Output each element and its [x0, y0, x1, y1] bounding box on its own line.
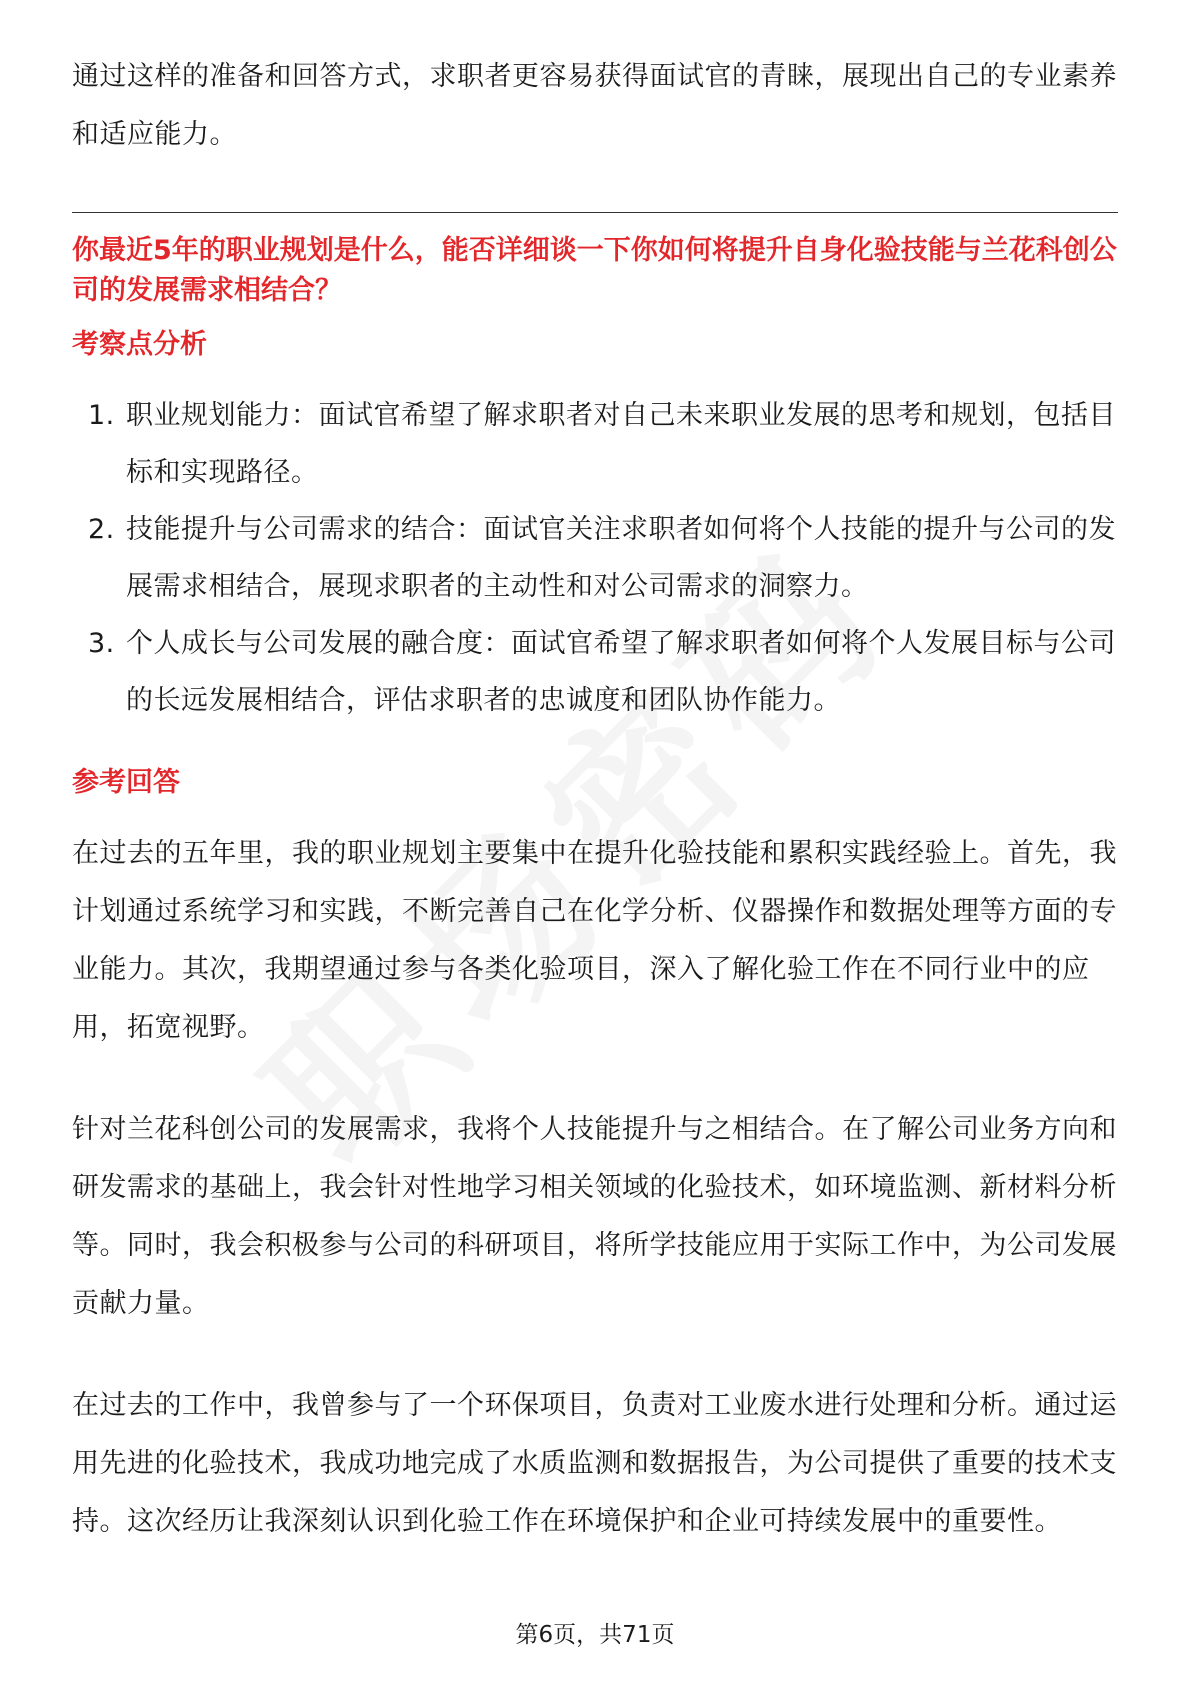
- analysis-item-text: 职业规划能力：面试官希望了解求职者对自己未来职业发展的思考和规划，包括目标和实现路径。: [126, 400, 1116, 488]
- answer-heading: 参考回答: [72, 767, 180, 798]
- question-heading: 你最近5年的职业规划是什么，能否详细谈一下你如何将提升自身化验技能与兰花科创公司的发展需求相结合？: [72, 235, 1117, 306]
- answer-paragraph: 在过去的五年里，我的职业规划主要集中在提升化验技能和累积实践经验上。首先，我计划通过系统学习和实践，不断完善自己在化学分析、仪器操作和数据处理等方面的专业能力。其次，我期望通过参与各类化验项目，深入了解化验工作在不同行业中的应用，拓宽视野。: [72, 838, 1117, 1043]
- analysis-heading: 考察点分析: [72, 329, 207, 360]
- list-number: 2.: [88, 514, 115, 545]
- page-content: [72, 48, 1118, 1595]
- list-number: 1.: [88, 400, 115, 431]
- answer-paragraph: 针对兰花科创公司的发展需求，我将个人技能提升与之相结合。在了解公司业务方向和研发需求的基础上，我会针对性地学习相关领域的化验技术，如环境监测、新材料分析等。同时，我会积极参与公司的科研项目，将所学技能应用于实际工作中，为公司发展贡献力量。: [72, 1114, 1117, 1319]
- analysis-item: [72, 387, 1118, 501]
- answer-paragraph: 在过去的工作中，我曾参与了一个环保项目，负责对工业废水进行处理和分析。通过运用先进的化验技术，我成功地完成了水质监测和数据报告，为公司提供了重要的技术支持。这次经历让我深刻认识到化验工作在环境保护和企业可持续发展中的重要性。: [72, 1390, 1117, 1537]
- analysis-item: [72, 615, 1118, 729]
- list-number: 3.: [88, 628, 115, 659]
- analysis-list: [72, 387, 1118, 729]
- analysis-item-text: 个人成长与公司发展的融合度：面试官希望了解求职者如何将个人发展目标与公司的长远发展相结合，评估求职者的忠诚度和团队协作能力。: [126, 628, 1116, 716]
- section-divider: [72, 212, 1118, 213]
- page-footer: 第6页，共71页: [515, 1622, 675, 1648]
- intro-paragraph: 通过这样的准备和回答方式，求职者更容易获得面试官的青睐，展现出自己的专业素养和适应能力。: [72, 61, 1117, 150]
- analysis-item-text: 技能提升与公司需求的结合：面试官关注求职者如何将个人技能的提升与公司的发展需求相结合，展现求职者的主动性和对公司需求的洞察力。: [126, 514, 1116, 602]
- analysis-item: [72, 501, 1118, 615]
